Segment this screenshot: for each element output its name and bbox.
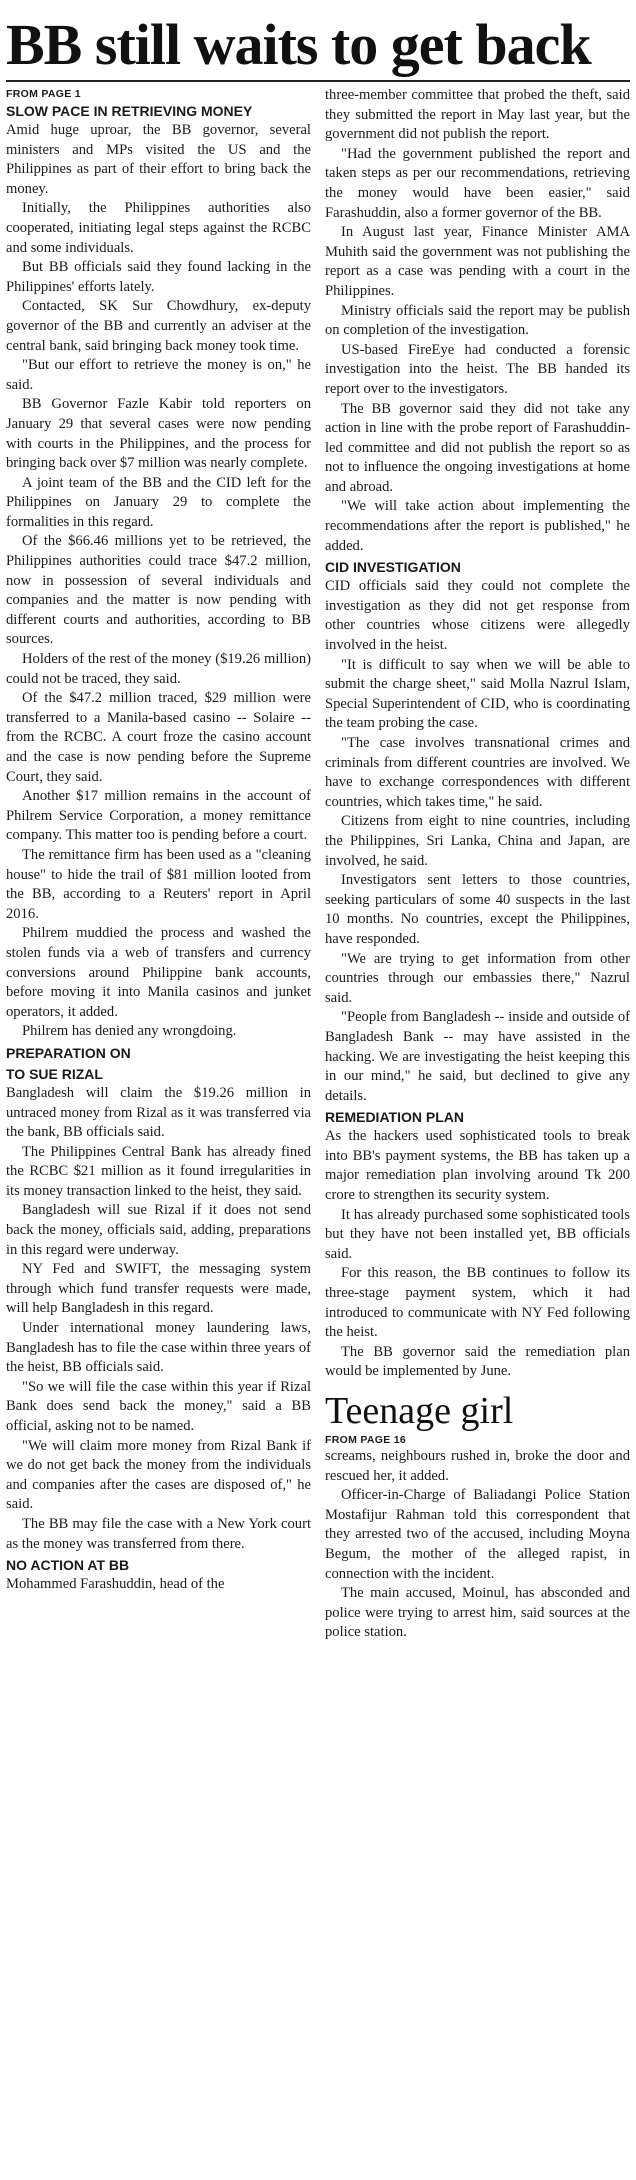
paragraph: A joint team of the BB and the CID left for the Philippines on January 29 to complete the formalities in this regard. xyxy=(6,474,311,530)
paragraph: "People from Bangladesh -- inside and outside of Bangladesh Bank -- may have assisted in the hacking. We are investigating the heist keeping this in our mind," he said, but declined to give any details. xyxy=(325,1009,630,1104)
paragraph: screams, neighbours rushed in, broke the door and rescued her, it added. xyxy=(325,1448,630,1484)
paragraph: "We will take action about implementing the recommendations after the report is published," he added. xyxy=(325,498,630,554)
subhead-slow-pace: SLOW PACE IN RETRIEVING MONEY xyxy=(6,103,253,119)
paragraph: Under international money laundering laws, Bangladesh has to file the case within three years of the heist, BB officials said. xyxy=(6,1320,311,1376)
paragraph: As the hackers used sophisticated tools to break into BB's payment systems, the BB has taken up a major remediation plan involving around Tk 200 crore to strengthen its security system. xyxy=(325,1128,630,1204)
paragraph: Another $17 million remains in the account of Philrem Service Corporation, a money remittance company. This matter too is pending before a court. xyxy=(6,788,311,844)
paragraph: Mohammed Farashuddin, head of the xyxy=(6,1576,225,1593)
headline: BB still waits to get back xyxy=(6,12,591,77)
paragraph: "It is difficult to say when we will be able to submit the charge sheet," said Molla Nazrul Islam, Special Superintendent of CID, who is coordinating the team probing the case. xyxy=(325,656,630,732)
subhead-remediation: REMEDIATION PLAN xyxy=(325,1109,464,1126)
paragraph: The main accused, Moinul, has absconded and police were trying to arrest him, said sources at the police station. xyxy=(325,1585,630,1641)
paragraph: Philrem has denied any wrongdoing. xyxy=(22,1023,237,1040)
paragraph: The BB governor said they did not take any action in line with the probe report of Farashuddin-led committee and did not publish the report so as not to influence the ongoing investigations at home and abroad. xyxy=(325,400,630,495)
paragraph: CID officials said they could not complete the investigation as they did not get response from other countries whose citizens were allegedly involved in the heist. xyxy=(325,578,630,654)
paragraph: "We are trying to get information from other countries through our embassies there," Nazrul said. xyxy=(325,950,630,1006)
kicker-from-page: FROM PAGE 1 xyxy=(6,88,81,100)
paragraph: three-member committee that probed the theft, said they submitted the report in May last year, but the government did not publish the report. xyxy=(325,87,630,143)
paragraph: BB Governor Fazle Kabir told reporters on January 29 that several cases were now pending with courts in the Philippines, and the process for bringing back over $7 million was nearly complete. xyxy=(6,396,311,472)
paragraph: Bangladesh will claim the $19.26 million in untraced money from Rizal as it was transferred via the bank, BB officials said. xyxy=(6,1084,311,1141)
paragraph: Bangladesh will sue Rizal if it does not send back the money, officials said, adding, preparations in this regard were underway. xyxy=(6,1202,311,1258)
paragraph: Of the $47.2 million traced, $29 million were transferred to a Manila-based casino -- Solaire -- from the RCBC. A court froze the casino account and the case is now pending before the Supreme Court, they said. xyxy=(6,690,311,785)
subhead-preparation: PREPARATION ON xyxy=(6,1044,131,1061)
paragraph: "But our effort to retrieve the money is on," he said. xyxy=(6,357,311,393)
paragraph: Amid huge uproar, the BB governor, several ministers and MPs visited the US and the Philippines as part of their effort to bring back the money. xyxy=(6,122,311,197)
paragraph: "So we will file the case within this year if Rizal Bank does send back the money," said a BB official, asking not to be named. xyxy=(6,1378,311,1434)
paragraph: US-based FireEye had conducted a forensic investigation into the heist. The BB handed its report over to the investigators. xyxy=(325,341,630,397)
second-story-kicker: FROM PAGE 16 xyxy=(325,1434,407,1446)
paragraph: Contacted, SK Sur Chowdhury, ex-deputy governor of the BB and currently an adviser at the central bank, said bringing back money took time. xyxy=(6,298,311,354)
paragraph: Investigators sent letters to those countries, seeking particulars of some 40 suspects in the last 10 months. No countries, except the Philippines, have responded. xyxy=(325,872,630,947)
paragraph: The Philippines Central Bank has already fined the RCBC $21 million as it found irregularities in its money transaction linked to the heist, they said. xyxy=(6,1143,311,1199)
paragraph: The remittance firm has been used as a "cleaning house" to hide the trail of $81 million looted from the BB, according to a Reuters' report in April 2016. xyxy=(6,846,311,922)
subhead-cid-investigation: CID INVESTIGATION xyxy=(325,559,461,576)
paragraph: Of the $66.46 millions yet to be retrieved, the Philippines authorities could trace $47.2 million, now in possession of several individuals and companies and the matter is now pending with different courts and authorities, according to BB sources. xyxy=(6,533,311,648)
headline-rule xyxy=(6,80,630,82)
paragraph: For this reason, the BB continues to follow its three-stage payment system, which it had introduced to communicate with NY Fed following the heist. xyxy=(325,1265,630,1341)
paragraph: Ministry officials said the report may be publish on completion of the investigation. xyxy=(325,302,630,339)
paragraph: Holders of the rest of the money ($19.26 million) could not be traced, they said. xyxy=(6,651,311,687)
paragraph: Philrem muddied the process and washed the stolen funds via a web of transfers and currency conversions around Philippine bank accounts, before moving it into Manila casinos and junket operators, it added. xyxy=(6,925,311,1020)
paragraph: In August last year, Finance Minister AMA Muhith said the government was not publishing the report as a case was pending with a court in the Philippines. xyxy=(325,224,630,299)
paragraph: The BB governor said the remediation plan would be implemented by June. xyxy=(325,1343,630,1380)
paragraph: But BB officials said they found lacking in the Philippines' efforts lately. xyxy=(6,259,311,295)
article-columns xyxy=(6,86,630,1643)
paragraph: "We will claim more money from Rizal Bank if we do not get back the money from the individuals and companies after the cases are disposed of," he said. xyxy=(6,1437,311,1513)
paragraph: The BB may file the case with a New York court as the money was transferred from there. xyxy=(6,1515,311,1552)
paragraph: It has already purchased some sophisticated tools but they have not been installed yet, BB officials said. xyxy=(325,1206,630,1262)
paragraph: "The case involves transnational crimes and criminals from different countries are involved. We have to exchange correspondences with different countries, which takes time," he said. xyxy=(325,735,630,810)
subhead-no-action: NO ACTION AT BB xyxy=(6,1557,130,1574)
subhead-sue-rizal: TO SUE RIZAL xyxy=(6,1065,103,1082)
column-right xyxy=(325,86,630,1643)
paragraph: Officer-in-Charge of Baliadangi Police Station Mostafijur Rahman told this correspondent that they arrested two of the accused, including Moyna Begum, the mother of the alleged rapist, in connection with the incident. xyxy=(325,1487,630,1582)
column-left xyxy=(6,86,311,1643)
second-story-headline: Teenage girl xyxy=(325,1390,514,1432)
paragraph: "Had the government published the report and taken steps as per our recommendations, retrieving the money would have been easier," said Farashuddin, also a former governor of the BB. xyxy=(325,145,630,221)
paragraph: Citizens from eight to nine countries, including the Philippines, Sri Lanka, China and Japan, are involved, he said. xyxy=(325,813,630,869)
paragraph: NY Fed and SWIFT, the messaging system through which fund transfer requests were made, will help Bangladesh in this regard. xyxy=(6,1261,311,1317)
paragraph: Initially, the Philippines authorities also cooperated, initiating legal steps against the RCBC and some individuals. xyxy=(6,200,311,256)
